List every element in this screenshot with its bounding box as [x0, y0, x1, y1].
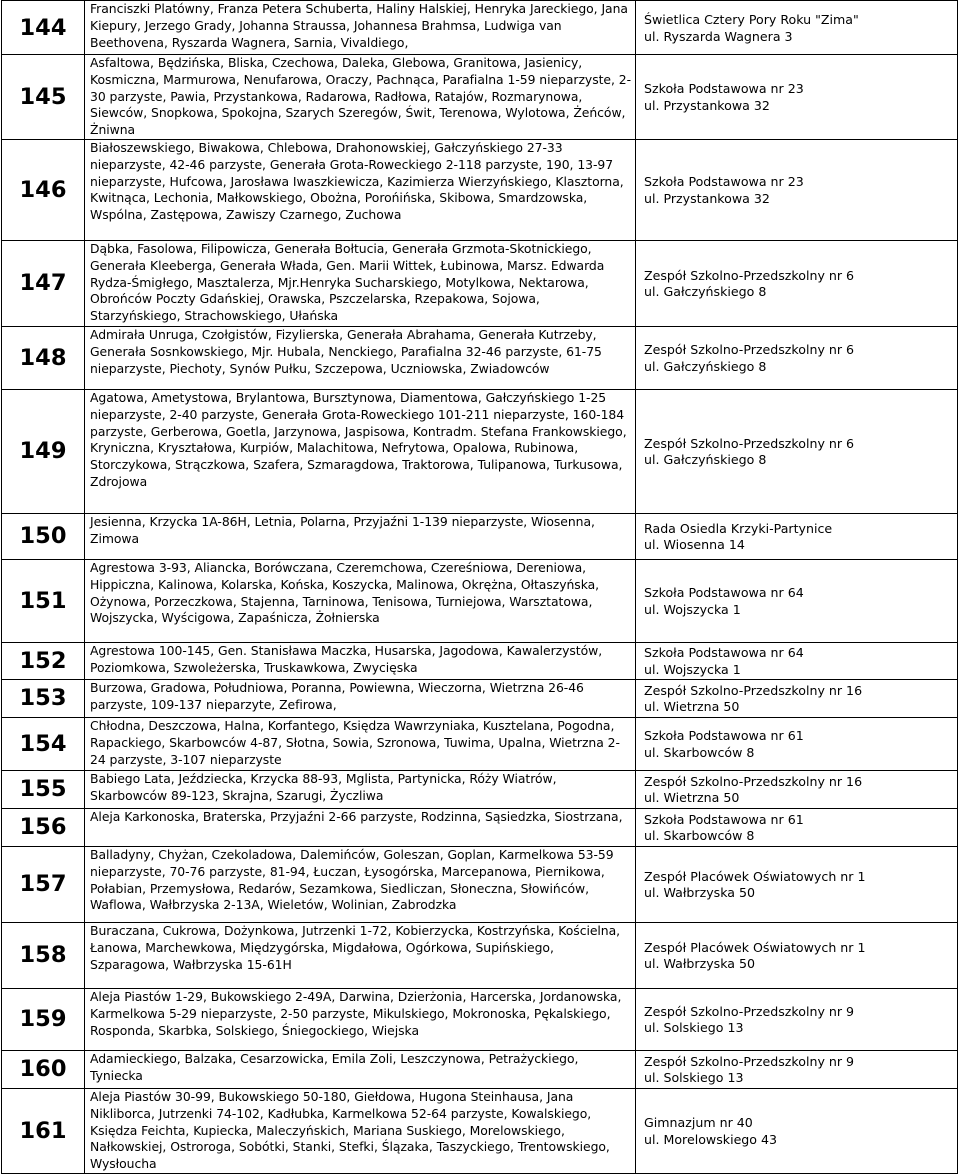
polling-place-name: Zespół Szkolno-Przedszkolny nr 16 — [644, 682, 863, 698]
streets-list: Asfaltowa, Będzińska, Bliska, Czechowa, Daleka, Glebowa, Granitowa, Jasienicy, Kosmiczna, Marmurowa, Nenufarowa, Oraczy, Pachnąca, Parafialna 1-59 nieparzyste, 2-30 parzyste, Pawia, Przystankowa, Radarowa, Radłowa, Ratajów, Rozmarynowa, Siewców, Snopkowa, Spokojna, Szarych Szeregów, Świt, Terenowa, Wylotowa, Żeńców, Żniwna — [85, 55, 636, 140]
polling-place — [636, 240, 958, 326]
polling-place-address: ul. Gałczyńskiego 8 — [644, 452, 767, 468]
district-number: 149 — [2, 389, 85, 513]
streets-list: Adamieckiego, Balzaka, Cesarzowicka, Emila Zoli, Leszczynowa, Petrażyckiego, Tyniecka — [85, 1050, 636, 1088]
table-row — [2, 513, 958, 559]
district-number: 156 — [2, 808, 85, 846]
polling-place-address: ul. Skarbowców 8 — [644, 828, 755, 844]
polling-place-address: ul. Wałbrzyska 50 — [644, 956, 756, 972]
polling-place-address: ul. Przystankowa 32 — [644, 97, 770, 113]
polling-place — [636, 988, 958, 1050]
polling-place-address: ul. Wietrzna 50 — [644, 699, 740, 715]
polling-place — [636, 513, 958, 559]
district-number: 155 — [2, 770, 85, 808]
polling-place-address: ul. Wietrzna 50 — [644, 790, 740, 806]
table-row — [2, 1, 958, 55]
streets-list: Agrestowa 100-145, Gen. Stanisława Maczka, Husarska, Jagodowa, Kawalerzystów, Poziomkowa, Szwoleżerska, Truskawkowa, Zwycięska — [85, 642, 636, 679]
polling-place — [636, 808, 958, 846]
streets-list: Buraczana, Cukrowa, Dożynkowa, Jutrzenki 1-72, Kobierzycka, Kostrzyńska, Kościelna, Łanowa, Marchewkowa, Międzygórska, Migdałowa, Ogórkowa, Supińskiego, Szparagowa, Wałbrzyska 15-61H — [85, 922, 636, 988]
polling-place-address: ul. Morelowskiego 43 — [644, 1131, 778, 1147]
polling-place — [636, 55, 958, 140]
polling-place-name: Zespół Placówek Oświatowych nr 1 — [644, 939, 866, 955]
district-number: 157 — [2, 846, 85, 922]
streets-list: Dąbka, Fasolowa, Filipowicza, Generała Bołtucia, Generała Grzmota-Skotnickiego, Generała Kleeberga, Generała Włada, Gen. Marii Wittek, Łubinowa, Marsz. Edwarda Rydza-Śmigłego, Masztalerza, Mjr.Henryka Sucharskiego, Motylkowa, Nektarowa, Obrońców Poczty Gdańskiej, Orawska, Pszczelarska, Rzepakowa, Sojowa, Starzyńskiego, Strachowskiego, Ułańska — [85, 240, 636, 326]
streets-list: Balladyny, Chyżan, Czekoladowa, Dalemińców, Goleszan, Goplan, Karmelkowa 53-59 nieparzyste, 70-76 parzyste, 81-94, Łuczan, Łysogórska, Marcepanowa, Piernikowa, Połabian, Przemysłowa, Redarów, Sezamkowa, Siedliczan, Słoneczna, Słowińców, Waflowa, Wałbrzyska 2-13A, Wieletów, Wolinian, Zabrodzka — [85, 846, 636, 922]
district-number: 145 — [2, 55, 85, 140]
polling-place — [636, 717, 958, 770]
table-row — [2, 808, 958, 846]
polling-place-name: Szkoła Podstawowa nr 23 — [644, 174, 804, 190]
table-row — [2, 922, 958, 988]
table-row — [2, 770, 958, 808]
polling-place-name: Szkoła Podstawowa nr 64 — [644, 585, 804, 601]
district-number: 159 — [2, 988, 85, 1050]
polling-place-address: ul. Solskiego 13 — [644, 1070, 744, 1086]
district-number: 147 — [2, 240, 85, 326]
district-number: 154 — [2, 717, 85, 770]
streets-list: Admirała Unruga, Czołgistów, Fizylierska, Generała Abrahama, Generała Kutrzeby, Generała Sosnkowskiego, Mjr. Hubala, Nenckiego, Parafialna 32-46 parzyste, 61-75 nieparzyste, Piechoty, Synów Pułku, Szczepowa, Uczniowska, Zwiadowców — [85, 326, 636, 389]
district-number: 158 — [2, 922, 85, 988]
table-row — [2, 389, 958, 513]
polling-place-address: ul. Gałczyńskiego 8 — [644, 284, 767, 300]
polling-place-name: Gimnazjum nr 40 — [644, 1115, 753, 1131]
district-number: 161 — [2, 1088, 85, 1173]
district-number: 152 — [2, 642, 85, 679]
polling-place-name: Zespół Szkolno-Przedszkolny nr 6 — [644, 435, 855, 451]
district-number: 146 — [2, 139, 85, 240]
polling-place-address: ul. Wałbrzyska 50 — [644, 885, 756, 901]
table-row — [2, 1088, 958, 1173]
streets-list: Chłodna, Deszczowa, Halna, Korfantego, Księdza Wawrzyniaka, Kusztelana, Pogodna, Rapackiego, Skarbowców 4-87, Słotna, Sowia, Szronowa, Tuwima, Upalna, Wietrzna 2-24 parzyste, 3-107 nieparzyste — [85, 717, 636, 770]
table-row — [2, 846, 958, 922]
table-row — [2, 988, 958, 1050]
polling-place-address: ul. Wojszycka 1 — [644, 601, 741, 617]
polling-place — [636, 846, 958, 922]
polling-place-name: Zespół Szkolno-Przedszkolny nr 9 — [644, 1003, 855, 1019]
district-number: 144 — [2, 1, 85, 55]
district-number: 151 — [2, 559, 85, 642]
polling-place — [636, 770, 958, 808]
polling-place-address: ul. Ryszarda Wagnera 3 — [644, 28, 793, 44]
polling-place — [636, 326, 958, 389]
polling-place — [636, 922, 958, 988]
polling-place — [636, 642, 958, 679]
polling-place-name: Zespół Szkolno-Przedszkolny nr 9 — [644, 1053, 855, 1069]
streets-list: Aleja Piastów 30-99, Bukowskiego 50-180, Giełdowa, Hugona Steinhausa, Jana Nikliborca, Jutrzenki 74-102, Kadłubka, Karmelkowa 52-64 parzyste, Kowalskiego, Księdza Feichta, Kupiecka, Maleczyńskich, Mariana Suskiego, Morelowskiego, Nałkowskiej, Ostroroga, Sobótki, Stanki, Stefki, Ślązaka, Taszyckiego, Trentowskiego, Wysłoucha — [85, 1088, 636, 1173]
streets-list: Białoszewskiego, Biwakowa, Chlebowa, Drahonowskiej, Gałczyńskiego 27-33 nieparzyste, 42-46 parzyste, Generała Grota-Roweckiego 2-118 parzyste, 190, 13-97 nieparzyste, Hufcowa, Jarosława Iwaszkiewicza, Kazimierza Wierzyńskiego, Klasztorna, Kwitnąca, Lechonia, Małkowskiego, Obożna, Porońińska, Skibowa, Smardzowska, Wspólna, Zastępowa, Zawiszy Czarnego, Zuchowa — [85, 139, 636, 240]
streets-list: Agatowa, Ametystowa, Brylantowa, Bursztynowa, Diamentowa, Gałczyńskiego 1-25 nieparzyste, 2-40 parzyste, Generała Grota-Roweckiego 101-211 nieparzyste, 160-184 parzyste, Gerberowa, Goetla, Jarzynowa, Jaspisowa, Kontradm. Stefana Frankowskiego, Kryniczna, Kryształowa, Kurpiów, Malachitowa, Nefrytowa, Opalowa, Rubinowa, Storczykowa, Strączkowa, Szafera, Szmaragdowa, Traktorowa, Tulipanowa, Turkusowa, Zdrojowa — [85, 389, 636, 513]
polling-place-address: ul. Skarbowców 8 — [644, 744, 755, 760]
districts-table — [1, 0, 958, 1174]
polling-place-name: Szkoła Podstawowa nr 61 — [644, 811, 804, 827]
streets-list: Aleja Piastów 1-29, Bukowskiego 2-49A, Darwina, Dzierżonia, Harcerska, Jordanowska, Karmelkowa 5-29 nieparzyste, 2-50 parzyste, Mikulskiego, Mokronoska, Pękalskiego, Rosponda, Skarbka, Solskiego, Śniegockiego, Wiejska — [85, 988, 636, 1050]
polling-place — [636, 389, 958, 513]
polling-place — [636, 1088, 958, 1173]
polling-place-name: Szkoła Podstawowa nr 61 — [644, 728, 804, 744]
table-row — [2, 1050, 958, 1088]
table-row — [2, 559, 958, 642]
polling-place-name: Zespół Szkolno-Przedszkolny nr 6 — [644, 342, 855, 358]
polling-place-name: Zespół Szkolno-Przedszkolny nr 16 — [644, 773, 863, 789]
district-number: 153 — [2, 679, 85, 717]
polling-place — [636, 1050, 958, 1088]
polling-place — [636, 679, 958, 717]
table-row — [2, 679, 958, 717]
polling-place-address: ul. Solskiego 13 — [644, 1020, 744, 1036]
streets-list: Babiego Lata, Jeździecka, Krzycka 88-93, Mglista, Partynicka, Róży Wiatrów, Skarbowców 89-123, Skrajna, Szarugi, Życzliwa — [85, 770, 636, 808]
table-row — [2, 642, 958, 679]
polling-place-name: Szkoła Podstawowa nr 64 — [644, 645, 804, 661]
table-row — [2, 717, 958, 770]
polling-place-name: Zespół Placówek Oświatowych nr 1 — [644, 868, 866, 884]
table-row — [2, 326, 958, 389]
table-row — [2, 139, 958, 240]
table-row — [2, 240, 958, 326]
polling-place-address: ul. Przystankowa 32 — [644, 190, 770, 206]
streets-list: Franciszki Platówny, Franza Petera Schuberta, Haliny Halskiej, Henryka Jareckiego, Jana Kiepury, Jerzego Grady, Johanna Straussa, Johannesa Brahmsa, Ludwiga van Beethovena, Ryszarda Wagnera, Sarnia, Vivaldiego, — [85, 1, 636, 55]
polling-place-address: ul. Gałczyńskiego 8 — [644, 358, 767, 374]
polling-place-name: Szkoła Podstawowa nr 23 — [644, 81, 804, 97]
streets-list: Aleja Karkonoska, Braterska, Przyjaźni 2-66 parzyste, Rodzinna, Sąsiedzka, Siostrzana, — [85, 808, 636, 846]
polling-place-address: ul. Wojszycka 1 — [644, 661, 741, 677]
table-row — [2, 55, 958, 140]
polling-place-name: Rada Osiedla Krzyki-Partynice — [644, 520, 833, 536]
polling-place — [636, 559, 958, 642]
polling-place — [636, 139, 958, 240]
streets-list: Jesienna, Krzycka 1A-86H, Letnia, Polarna, Przyjaźni 1-139 nieparzyste, Wiosenna, Zimowa — [85, 513, 636, 559]
district-number: 148 — [2, 326, 85, 389]
district-number: 150 — [2, 513, 85, 559]
districts-table-body — [2, 1, 958, 1174]
streets-list: Burzowa, Gradowa, Południowa, Poranna, Powiewna, Wieczorna, Wietrzna 26-46 parzyste, 109-137 nieparzyte, Zefirowa, — [85, 679, 636, 717]
district-number: 160 — [2, 1050, 85, 1088]
streets-list: Agrestowa 3-93, Aliancka, Borówczana, Czeremchowa, Czereśniowa, Dereniowa, Hippiczna, Kalinowa, Kolarska, Końska, Koszycka, Malinowa, Okrężna, Ołtaszyńska, Ożynowa, Porzeczkowa, Stajenna, Tarninowa, Tenisowa, Turniejowa, Warsztatowa, Wojszycka, Wyścigowa, Zapaśnicza, Żołnierska — [85, 559, 636, 642]
polling-place-name: Świetlica Cztery Pory Roku "Zima" — [644, 11, 859, 27]
polling-place-address: ul. Wiosenna 14 — [644, 537, 745, 553]
polling-place — [636, 1, 958, 55]
polling-place-name: Zespół Szkolno-Przedszkolny nr 6 — [644, 267, 855, 283]
